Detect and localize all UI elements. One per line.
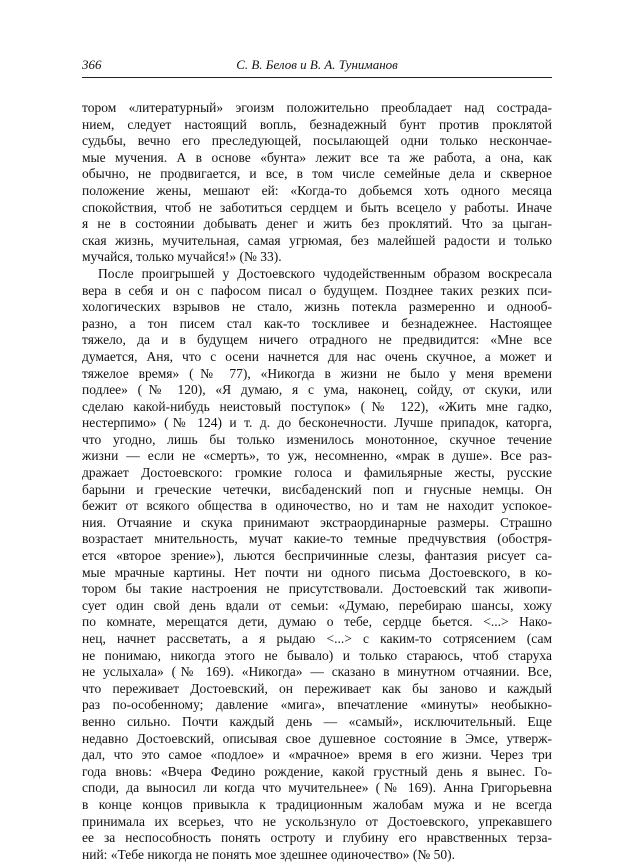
text-line: ния. Отчаяние и скука принимают экстраординарные размеры. Страшно [82, 514, 552, 530]
text-line: по комнате, мерещатся дети, думаю о тебе, сердце бьется. <...> Нако- [82, 614, 552, 630]
text-line: мые мрачные картины. Нет почти ни одного письма Достоевского, в ко- [82, 564, 552, 580]
text-line: судьбы, вечно его преследующей, посылающей одни только нескончае- [82, 133, 552, 149]
text-line: хологических взрывов не стало, жизнь потекла размеренно и однооб- [82, 299, 552, 315]
text-line: ний: «Тебе никогда не понять мое здешнее одиночество» (№ 50). [82, 846, 456, 862]
running-header [82, 55, 552, 75]
text-line: положение жены, мешают ей: «Когда-то добьемся хоть одного месяца [82, 182, 552, 198]
text-line: тяжело, да и в будущем ничего отрадного не предвидится: «Мне все [82, 332, 552, 348]
text-line: споди, да выносил ли когда что мучительнее» (№ 169). Анна Григорьевна [82, 780, 552, 796]
text-line: дражает Достоевского: громкие голоса и фамильярные жесты, русские [82, 465, 552, 481]
text-line: нием, следует настоящий вопль, безнадежный бунт против проклятой [82, 116, 552, 132]
text-line: бежит от всякого общества в одиночество, но и там не находит успокое- [82, 498, 552, 514]
text-line: подлее» (№ 120), «Я думаю, я с ума, наконец, сойду, от скуки, или [82, 382, 552, 398]
paragraph [82, 266, 552, 863]
text-line: думается, Аня, что с осени начнется для нас очень скучное, а может и [82, 348, 552, 364]
text-line: сделаю какой-нибудь неистовый поступок» (№ 122), «Жить мне гадко, [82, 398, 552, 414]
text-line: обычно, не продвигается, и все, в том числе семейные дела и скверное [82, 166, 552, 182]
text-line: что переживает Достоевский, он переживает как бы заново и каждый [82, 680, 552, 696]
text-line: ется «второе зрение»), льются беспричинные слезы, фантазия рисует са- [82, 548, 552, 564]
text-line: сует один свой день вдали от семьи: «Думаю, перебираю шансы, хожу [82, 597, 552, 613]
text-line: года вновь: «Вчера Федино рождение, какой грустный день я вынес. Го- [82, 763, 552, 779]
text-line: ее за неспособность понять остроту и глубину его нравственных терза- [82, 830, 552, 846]
text-line: в конце концов привыкла к традиционным жалобам мужа и не всегда [82, 796, 552, 812]
text-line: венно сильно. Почти каждый день — «самый», исключительный. Еще [82, 713, 552, 729]
text-line: тором бы такие настроения не присутствовали. Достоевский так живопи- [82, 581, 552, 597]
page-number: 366 [82, 57, 102, 72]
text-line: тяжелое время» (№ 77), «Никогда в жизни не было у меня времени [82, 365, 552, 381]
text-line: тором «литературный» эгоизм положительно преобладает над сострада- [82, 100, 552, 115]
text-line: принимала их всерьез, что не ускользнуло от Достоевского, упрекавшего [82, 813, 552, 829]
header-rule [82, 77, 552, 78]
text-line: недавно Достоевский, описывая свое душевное состояние в Эмсе, утверж- [82, 730, 552, 746]
text-line: раз по-особенному; давление «мига», впечатление «минуты» необыкно- [82, 697, 552, 713]
text-line: После проигрышей у Достоевского чудодейственным образом воскресала [98, 265, 552, 281]
body-text [82, 100, 552, 863]
text-line: дал, что это самое «подлое» и «мрачное» время в его жизни. Через три [82, 747, 552, 763]
text-line: что угодно, лишь бы только изменилось монотонное, скучное течение [82, 431, 552, 447]
text-line: барыни и греческие четечки, висбаденский поп и гнусные немцы. Он [82, 481, 552, 497]
text-line: мые мучения. А в основе «бунта» лежит все та же работа, а она, как [82, 149, 552, 165]
text-line: спокойствия, чтоб не заботиться сердцем и быть всецело у работы. Иначе [82, 199, 552, 215]
text-line: нец, начнет рассветать, а я рыдаю <...> с каким-то сотрясением (сам [82, 631, 552, 646]
text-line: ская жизнь, мучительная, самая угрюмая, без малейшей радости и только [82, 232, 552, 248]
paragraph [82, 100, 552, 266]
text-line: я не в состоянии добывать денег и жить без проклятий. Что за цыган- [82, 216, 552, 232]
text-line: возрастает мнительность, мучат какие-то темные предчувствия (обостря- [82, 531, 552, 547]
text-line: не понимаю, никогда этого не бывало) и только стараюсь, чтоб старуха [82, 647, 552, 663]
text-line: не услыхала» (№ 169). «Никогда» — сказано в минутном отчаянии. Все, [82, 664, 552, 680]
running-title: С. В. Белов и В. А. Туниманов [236, 57, 398, 72]
text-line: мучайся, только мучайся!» (№ 33). [82, 249, 282, 265]
book-page [82, 55, 552, 862]
text-line: разно, а тон писем стал как-то тоскливее и безнадежнее. Настоящее [82, 315, 552, 331]
text-line: нестерпимо» (№ 124) и т. д. до бесконечности. Лучше припадок, каторга, [82, 415, 552, 431]
text-line: жизни — если не «смерть», то уж, несомненно, «мрак в душе». Все раз- [82, 448, 552, 464]
text-line: вера в себя и он с пафосом писал о будущем. Позднее таких резких пси- [82, 282, 552, 298]
